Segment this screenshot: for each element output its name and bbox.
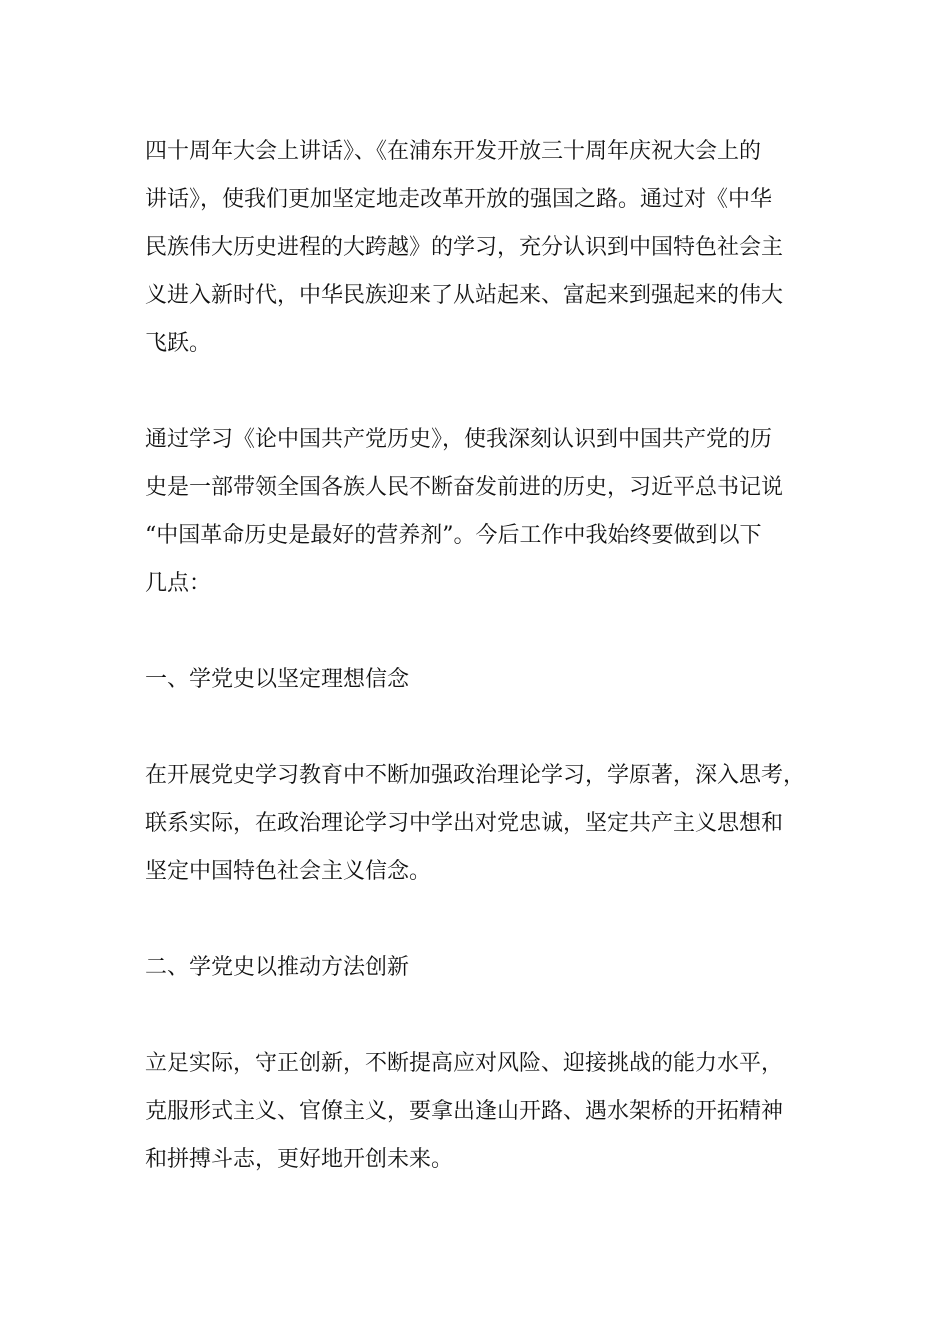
text-line: 联系实际，在政治理论学习中学出对党忠诚，坚定共产主义思想和 [145, 811, 784, 836]
paragraph-4 [145, 1040, 835, 1184]
paragraph-3 [145, 752, 835, 896]
heading-text: 一、学党史以坚定理想信念 [145, 667, 410, 692]
document-body [145, 128, 835, 1184]
paragraph-spacer [145, 608, 835, 656]
text-line: 四十周年大会上讲话》、《在浦东开发开放三十周年庆祝大会上的 [145, 139, 762, 164]
text-line: 史是一部带领全国各族人民不断奋发前进的历史，习近平总书记说 [145, 475, 784, 500]
text-line: 飞跃。 [145, 331, 212, 356]
paragraph-spacer [145, 896, 835, 944]
text-line: 讲话》，使我们更加坚定地走改革开放的强国之路。通过对《中华 [145, 187, 773, 212]
paragraph-spacer [145, 368, 835, 416]
text-line: 义进入新时代，中华民族迎来了从站起来、富起来到强起来的伟大 [145, 283, 784, 308]
text-line: 通过学习《论中国共产党历史》，使我深刻认识到中国共产党的历 [145, 427, 773, 452]
text-line: 几点： [145, 571, 212, 596]
text-line: 在开展党史学习教育中不断加强政治理论学习，学原著，深入思考， [145, 763, 806, 788]
text-line: 克服形式主义、官僚主义，要拿出逢山开路、遇水架桥的开拓精神 [145, 1099, 784, 1124]
text-line: 和拼搏斗志，更好地开创未来。 [145, 1147, 454, 1172]
text-line: 立足实际，守正创新，不断提高应对风险、迎接挑战的能力水平， [145, 1051, 784, 1076]
section-heading-1 [145, 656, 835, 704]
paragraph-spacer [145, 992, 835, 1040]
paragraph-2 [145, 416, 835, 608]
paragraph-1 [145, 128, 835, 368]
text-line: 坚定中国特色社会主义信念。 [145, 859, 432, 884]
paragraph-spacer [145, 704, 835, 752]
section-heading-2 [145, 944, 835, 992]
text-line: “中国革命历史是最好的营养剂”。今后工作中我始终要做到以下 [145, 523, 762, 548]
text-line: 民族伟大历史进程的大跨越》的学习，充分认识到中国特色社会主 [145, 235, 784, 260]
heading-text: 二、学党史以推动方法创新 [145, 955, 410, 980]
